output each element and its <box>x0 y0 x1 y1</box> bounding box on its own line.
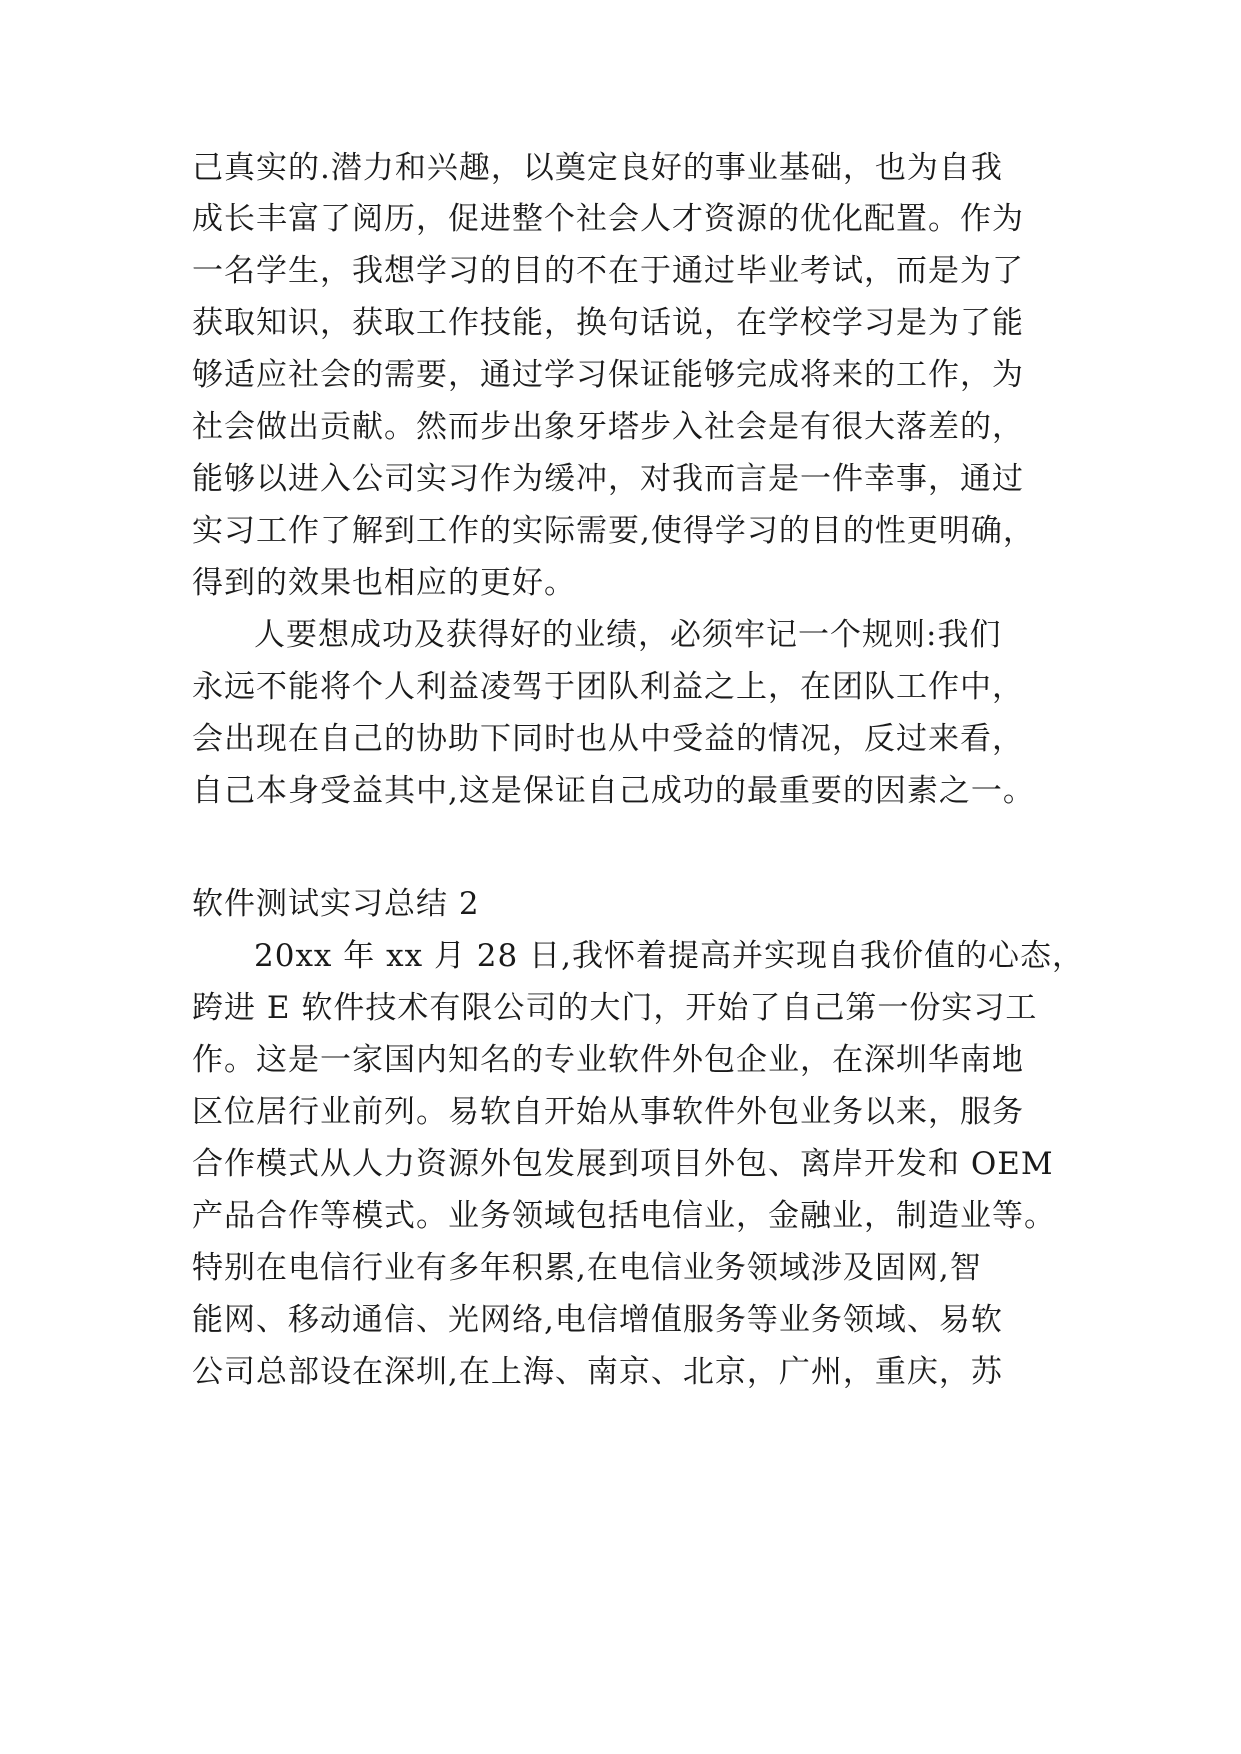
text-line: 特别在电信行业有多年积累,在电信业务领域涉及固网,智 <box>192 1250 982 1286</box>
text-line: 产品合作等模式。业务领域包括电信业，金融业，制造业等。 <box>192 1198 1056 1234</box>
text-line: 跨进 E 软件技术有限公司的大门，开始了自己第一份实习工 <box>192 990 1038 1026</box>
text-line: 20xx 年 xx 月 28 日,我怀着提高并实现自我价值的心态， <box>254 938 1084 974</box>
text-line: 成长丰富了阅历，促进整个社会人才资源的优化配置。作为 <box>192 201 1024 237</box>
text-line: 区位居行业前列。易软自开始从事软件外包业务以来，服务 <box>192 1094 1024 1130</box>
text-line: 社会做出贡献。然而步出象牙塔步入社会是有很大落差的， <box>192 409 1024 445</box>
text-line: 作。这是一家国内知名的专业软件外包企业，在深圳华南地 <box>192 1042 1024 1078</box>
text-line: 获取知识，获取工作技能，换句话说，在学校学习是为了能 <box>192 305 1024 341</box>
text-line: 够适应社会的需要，通过学习保证能够完成将来的工作，为 <box>192 357 1024 393</box>
text-line: 人要想成功及获得好的业绩，必须牢记一个规则:我们 <box>254 617 1002 653</box>
text-line: 会出现在自己的协助下同时也从中受益的情况，反过来看， <box>192 721 1024 757</box>
text-line: 自己本身受益其中,这是保证自己成功的最重要的因素之一。 <box>192 773 1035 809</box>
text-line: 得到的效果也相应的更好。 <box>192 565 576 601</box>
text-line: 实习工作了解到工作的实际需要,使得学习的目的性更明确， <box>192 513 1035 549</box>
text-line: 能够以进入公司实习作为缓冲，对我而言是一件幸事，通过 <box>192 461 1024 497</box>
section-title: 软件测试实习总结 2 <box>192 886 480 922</box>
text-line: 己真实的.潜力和兴趣，以奠定良好的事业基础，也为自我 <box>192 150 1003 186</box>
text-line: 公司总部设在深圳,在上海、南京、北京，广州，重庆，苏 <box>192 1354 1003 1390</box>
text-line: 永远不能将个人利益凌驾于团队利益之上，在团队工作中， <box>192 669 1024 705</box>
text-line: 合作模式从人力资源外包发展到项目外包、离岸开发和 OEM <box>192 1146 1054 1182</box>
text-line: 能网、移动通信、光网络,电信增值服务等业务领域、易软 <box>192 1302 1003 1338</box>
text-line: 一名学生，我想学习的目的不在于通过毕业考试，而是为了 <box>192 253 1024 289</box>
